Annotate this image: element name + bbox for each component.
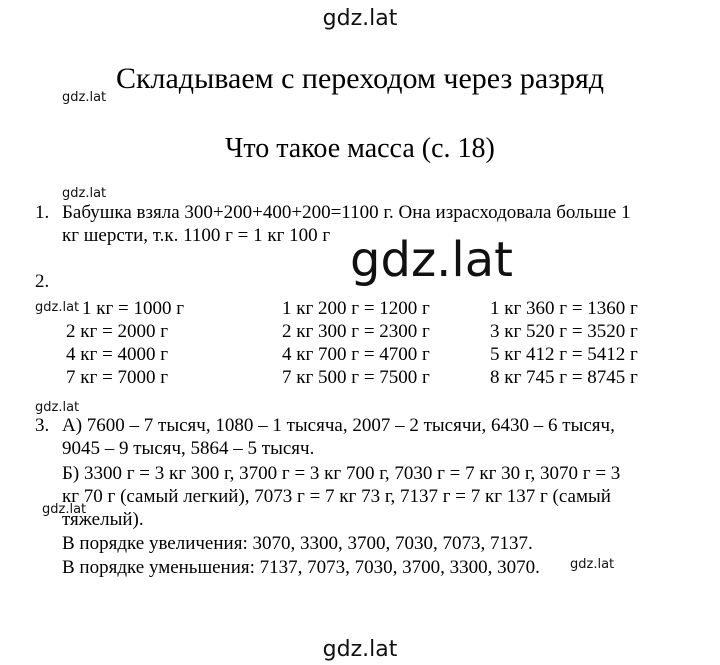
task1-line2: кг шерсти, т.к. 1100 г = 1 кг 100 г bbox=[62, 225, 331, 246]
table-cell: 8 кг 745 г = 8745 г bbox=[490, 367, 638, 388]
table-cell: 2 кг 300 г = 2300 г bbox=[282, 321, 430, 342]
table-cell: 4 кг = 4000 г bbox=[66, 344, 169, 365]
task3-b-line3: тяжелый). bbox=[62, 509, 144, 530]
watermark-bottom: gdz.lat bbox=[322, 637, 398, 662]
task3-number: 3. bbox=[35, 415, 50, 436]
table-cell: 1 кг = 1000 г bbox=[82, 298, 185, 319]
page-subtitle: Что такое масса (с. 18) bbox=[225, 133, 495, 164]
table-row bbox=[0, 320, 720, 343]
table-cell: 7 кг 500 г = 7500 г bbox=[282, 367, 430, 388]
watermark-small-2: gdz.lat bbox=[62, 186, 107, 201]
table-row bbox=[0, 297, 720, 320]
table-cell: 4 кг 700 г = 4700 г bbox=[282, 344, 430, 365]
table-row bbox=[0, 366, 720, 389]
watermark-center: gdz.lat bbox=[350, 232, 513, 288]
task3-a-line1: А) 7600 – 7 тысяч, 1080 – 1 тысяча, 2007 – 2 тысячи, 6430 – 6 тысяч, bbox=[62, 415, 615, 436]
table-row bbox=[0, 343, 720, 366]
task3-decrease: В порядке уменьшения: 7137, 7073, 7030, 3700, 3300, 3070. bbox=[62, 557, 540, 578]
table-cell: 1 кг 360 г = 1360 г bbox=[490, 298, 638, 319]
watermark-top: gdz.lat bbox=[322, 6, 398, 31]
watermark-small-4: gdz.lat bbox=[35, 400, 80, 415]
watermark-small-3: gdz.lat bbox=[35, 300, 80, 315]
task3-b-line2: кг 70 г (самый легкий), 7073 г = 7 кг 73 г, 7137 г = 7 кг 137 г (самый bbox=[62, 486, 611, 507]
page-title: Складываем с переходом через разряд bbox=[115, 62, 605, 95]
task1-line1: Бабушка взяла 300+200+400+200=1100 г. Она израсходовала больше 1 bbox=[62, 202, 631, 223]
table-cell: 1 кг 200 г = 1200 г bbox=[282, 298, 430, 319]
task2-number: 2. bbox=[35, 271, 50, 292]
table-cell: 5 кг 412 г = 5412 г bbox=[490, 344, 638, 365]
table-cell: 2 кг = 2000 г bbox=[66, 321, 169, 342]
task3-b-line1: Б) 3300 г = 3 кг 300 г, 3700 г = 3 кг 700 г, 7030 г = 7 кг 30 г, 3070 г = 3 bbox=[62, 463, 621, 484]
watermark-small-5: gdz.lat bbox=[42, 502, 87, 517]
watermark-small-6: gdz.lat bbox=[570, 557, 615, 572]
watermark-small-1: gdz.lat bbox=[62, 90, 107, 105]
task3-increase: В порядке увеличения: 3070, 3300, 3700, 7030, 7073, 7137. bbox=[62, 533, 533, 554]
task3-a-line2: 9045 – 9 тысяч, 5864 – 5 тысяч. bbox=[62, 438, 315, 459]
table-cell: 7 кг = 7000 г bbox=[66, 367, 169, 388]
task1-number: 1. bbox=[35, 202, 50, 223]
table-cell: 3 кг 520 г = 3520 г bbox=[490, 321, 638, 342]
mass-conversion-table bbox=[0, 297, 720, 389]
